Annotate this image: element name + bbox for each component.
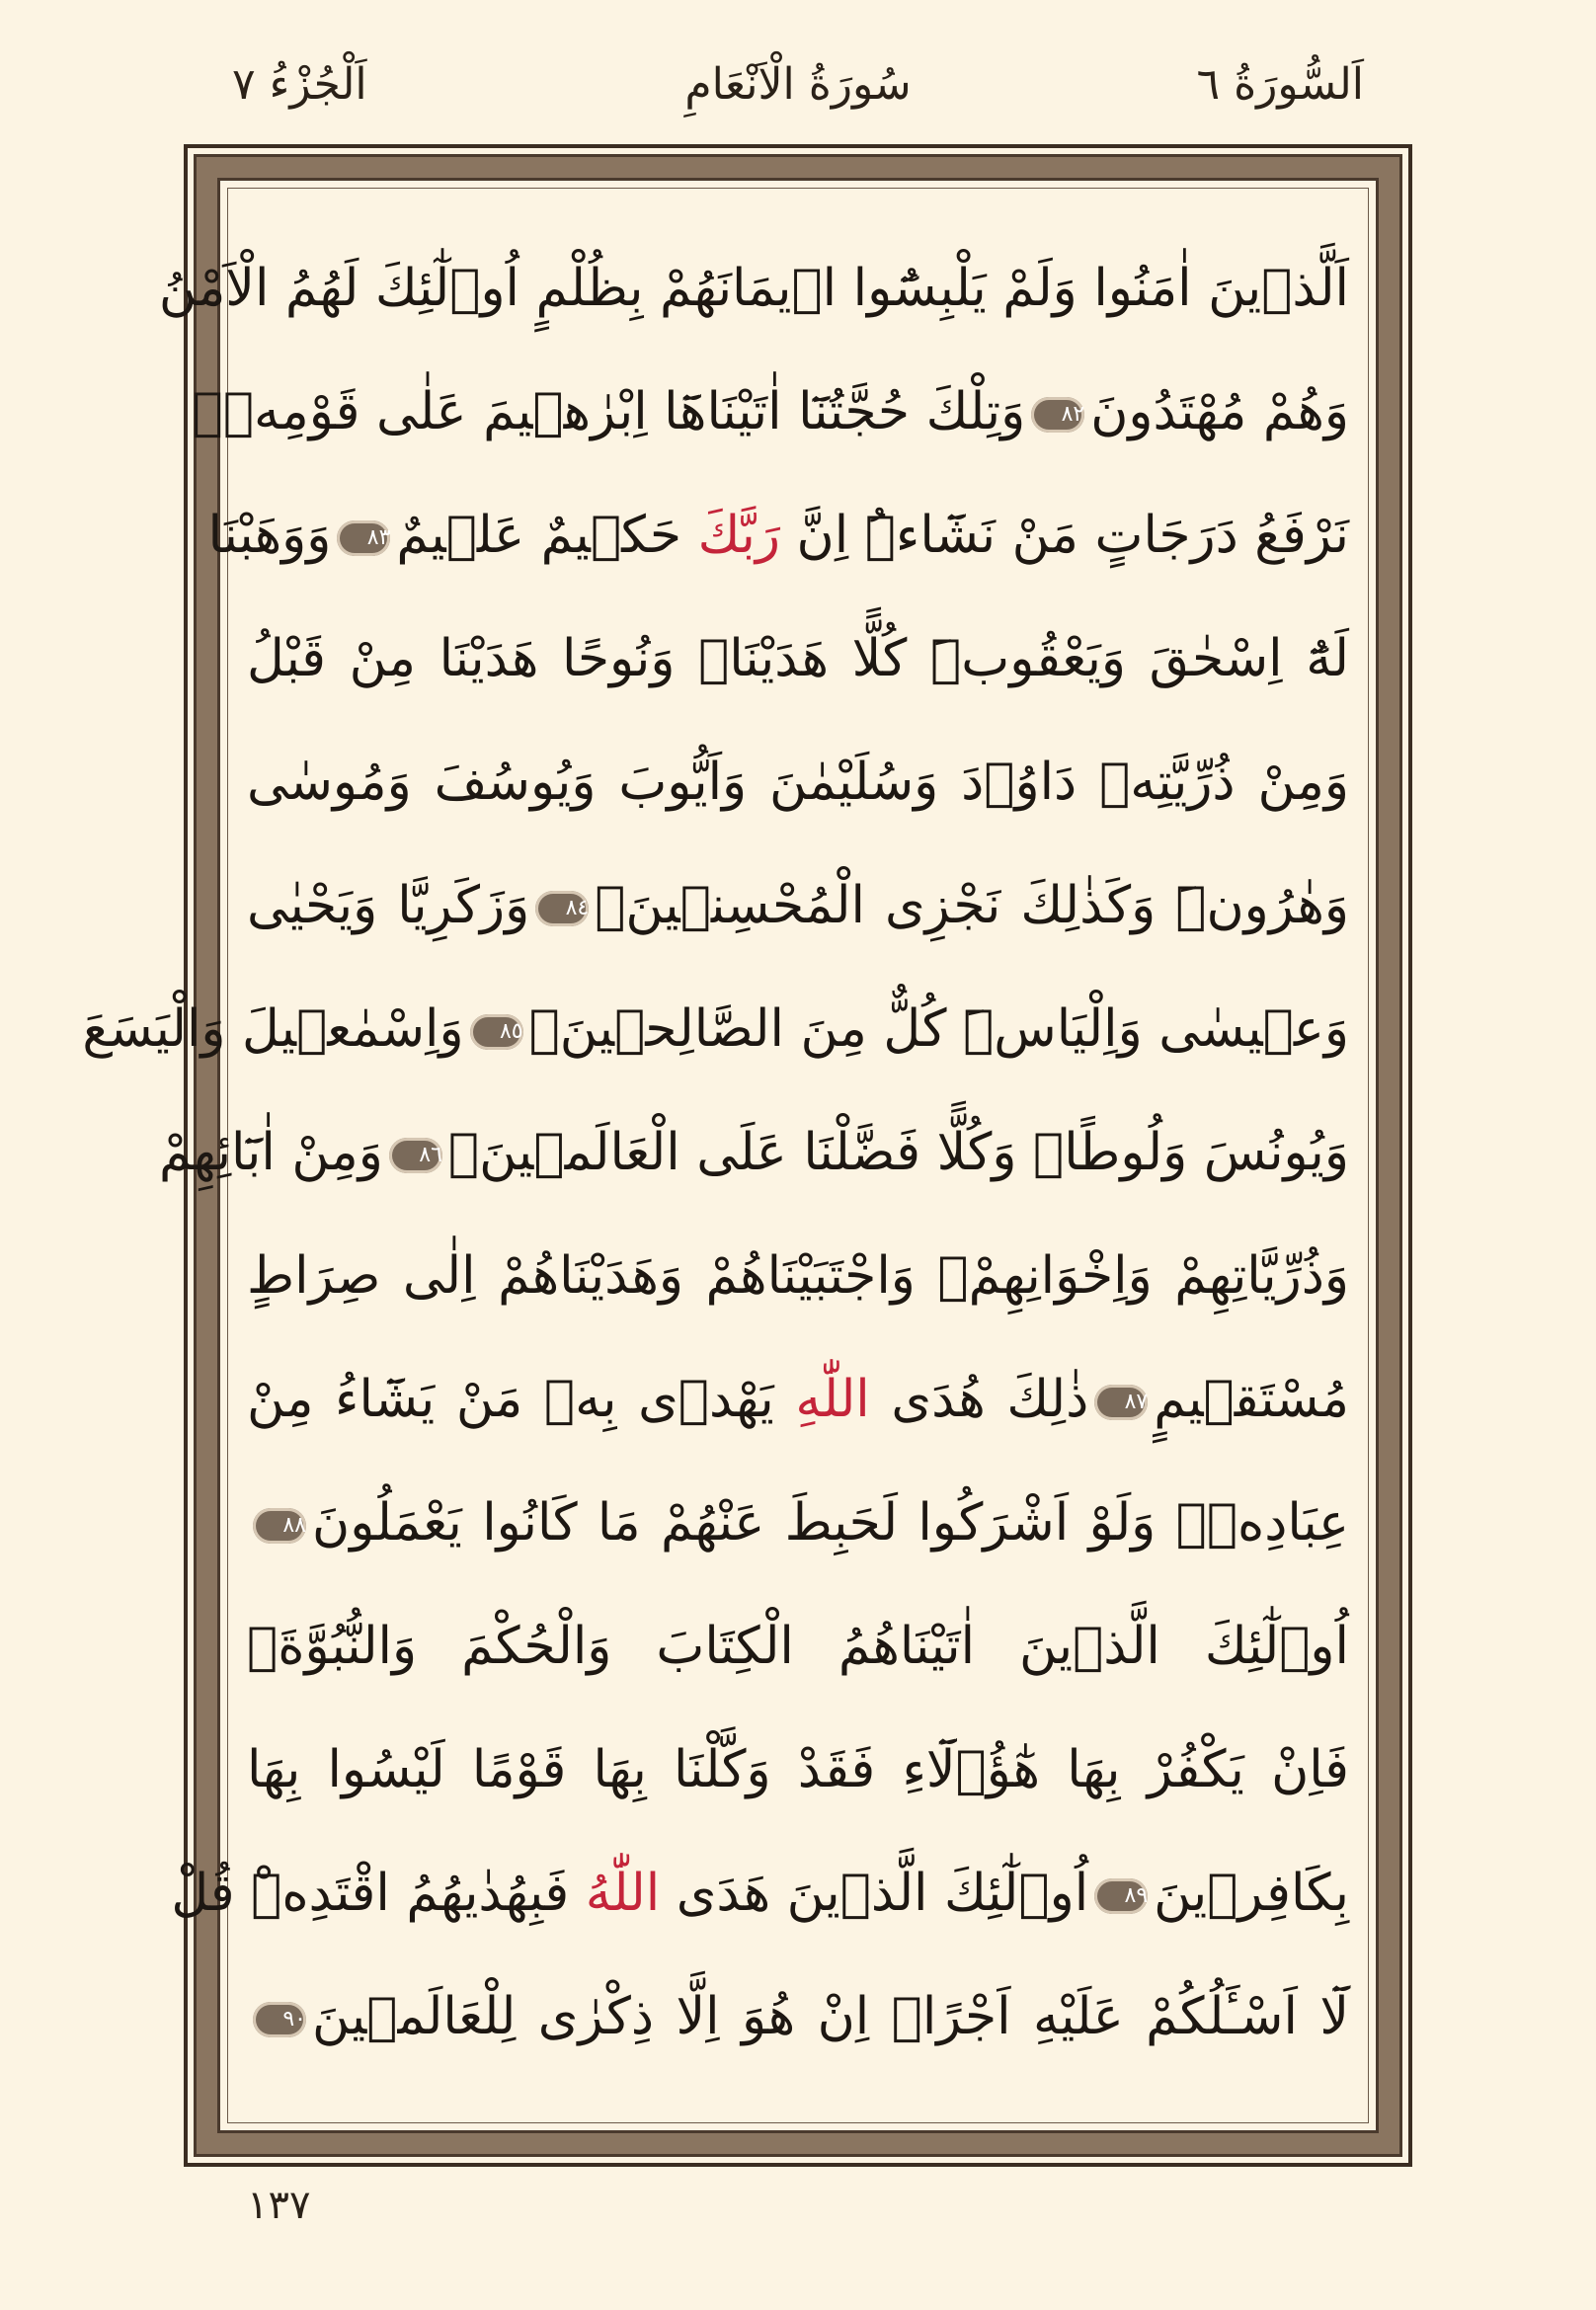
ayah-number-marker: ٨٤: [535, 891, 589, 926]
ayah-number-marker: ٨٩: [1094, 1878, 1148, 1914]
verse-text: يَهْدٖى بِهٖ مَنْ يَشَٓاءُ مِنْ: [247, 1370, 796, 1429]
verse-text: وَاِسْمٰعٖيلَ وَالْيَسَعَ: [82, 999, 464, 1059]
divine-name-word: اللّٰهُ: [585, 1864, 661, 1923]
verse-text: مُسْتَقٖيمٍ: [1154, 1370, 1349, 1429]
ayah-number-marker: ٨٨: [253, 1508, 306, 1544]
verse-line: [247, 844, 1349, 968]
verse-text: حَكٖيمٌ عَلٖيمٌ: [396, 506, 698, 565]
verse-text: وَمِنْ ذُرِّيَّتِهٖ دَاوُ۫دَ وَسُلَيْمٰنَ وَاَيُّوبَ وَيُوسُفَ وَمُوسٰى: [247, 753, 1349, 812]
verse-line: [247, 1215, 1349, 1338]
verse-line: [192, 351, 1349, 474]
verse-text: فَبِهُدٰيهُمُ اقْتَدِهْۜ قُلْ: [171, 1864, 586, 1923]
verse-text: وَيُونُسَ وَلُوطًاۜ وَكُلًّا فَضَّلْنَا عَلَى الْعَالَمٖينَۙ: [447, 1123, 1349, 1182]
juz-label: اَلْجُزْءُ ٧: [232, 59, 367, 110]
verse-line: [207, 474, 1349, 597]
surah-number-label: اَلسُّورَةُ ٦: [1196, 59, 1364, 110]
verse-text: وَهٰرُونَۜ وَكَذٰلِكَ نَجْزِى الْمُحْسِنٖينَۙ: [595, 876, 1350, 935]
verse-text: فَاِنْ يَكْفُرْ بِهَا هٰٓؤُ۬لَٓاءِ فَقَدْ وَكَّلْنَا بِهَا قَوْمًا لَيْسُوا بِهَا: [247, 1740, 1349, 1799]
verse-line: [247, 1955, 1349, 2079]
verse-line: [247, 1462, 1349, 1585]
ayah-number-marker: ٨٣: [337, 520, 390, 556]
verse-text: وَزَكَرِيَّا وَيَحْيٰى: [247, 876, 530, 935]
verse-text: اُو۬لٰٓئِكَ الَّذٖينَ هَدَى: [660, 1864, 1089, 1923]
verse-text: اُو۬لٰٓئِكَ الَّذٖينَ اٰتَيْنَاهُمُ الْكِتَابَ وَالْحُكْمَ وَالنُّبُوَّةَۚ: [247, 1617, 1349, 1676]
verse-text: وَذُرِّيَّاتِهِمْ وَاِخْوَانِهِمْۚ وَاجْتَبَيْنَاهُمْ وَهَدَيْنَاهُمْ اِلٰى صِرَاطٍ: [247, 1246, 1349, 1306]
verse-text: وَتِلْكَ حُجَّتُنَٓا اٰتَيْنَاهَٓا اِبْرٰهٖيمَ عَلٰى قَوْمِهٖۜ: [192, 382, 1026, 441]
divine-name-word: اللّٰهِ: [795, 1370, 870, 1429]
verse-line: [158, 227, 1349, 351]
verse-text: وَهُمْ مُهْتَدُونَ: [1090, 382, 1349, 441]
verse-line: [247, 1709, 1349, 1832]
verse-text: اَلَّذٖينَ اٰمَنُوا وَلَمْ يَلْبِسُٓوا اٖيمَانَهُمْ بِظُلْمٍ اُو۬لٰٓئِكَ لَهُمُ الْاَمْنُ: [158, 259, 1349, 318]
verse-line: [247, 597, 1349, 721]
divine-name-word: رَبَّكَ: [697, 506, 780, 565]
verse-text: لَٓا اَسْـَٔلُكُمْ عَلَيْهِ اَجْرًاۜ اِنْ هُوَ اِلَّا ذِكْرٰى لِلْعَالَمٖينَ: [312, 1987, 1349, 2046]
ayah-number-marker: ٨٥: [470, 1014, 523, 1050]
verse-text: وَعٖيسٰى وَاِلْيَاسَۜ كُلٌّ مِنَ الصَّالِحٖينَۙ: [528, 999, 1349, 1059]
verse-text: بِكَافِرٖينَ: [1154, 1864, 1349, 1923]
verse-text: لَهُٓ اِسْحٰقَ وَيَعْقُوبَۜ كُلًّا هَدَيْنَاۚ وَنُوحًا هَدَيْنَا مِنْ قَبْلُ: [247, 629, 1349, 688]
quran-text-block: [82, 227, 1350, 2084]
ayah-number-marker: ٩٠: [253, 2002, 306, 2037]
verse-line: [247, 1585, 1349, 1709]
page-header: [0, 59, 1596, 148]
verse-text: عِبَادِهٖۜ وَلَوْ اَشْرَكُوا لَحَبِطَ عَنْهُمْ مَا كَانُوا يَعْمَلُونَ: [312, 1493, 1349, 1553]
verse-text: وَوَهَبْنَا: [207, 506, 332, 565]
verse-line: [159, 1091, 1349, 1215]
page-number: ١٣٧: [247, 2183, 311, 2228]
verse-text: نَرْفَعُ دَرَجَاتٍ مَنْ نَشَٓاءُۜ اِنَّ: [780, 506, 1349, 565]
verse-line: [171, 1832, 1349, 1955]
verse-line: [247, 721, 1349, 844]
verse-text: وَمِنْ اٰبَٓائِهِمْ: [159, 1123, 383, 1182]
verse-line: [82, 968, 1349, 1091]
verse-text: ذٰلِكَ هُدَى: [869, 1370, 1089, 1429]
ayah-number-marker: ٨٢: [1031, 397, 1084, 433]
ayah-number-marker: ٨٦: [389, 1138, 442, 1173]
ayah-number-marker: ٨٧: [1094, 1385, 1148, 1420]
surah-title: سُورَةُ الْاَنْعَامِ: [684, 59, 912, 110]
verse-line: [247, 1338, 1349, 1462]
